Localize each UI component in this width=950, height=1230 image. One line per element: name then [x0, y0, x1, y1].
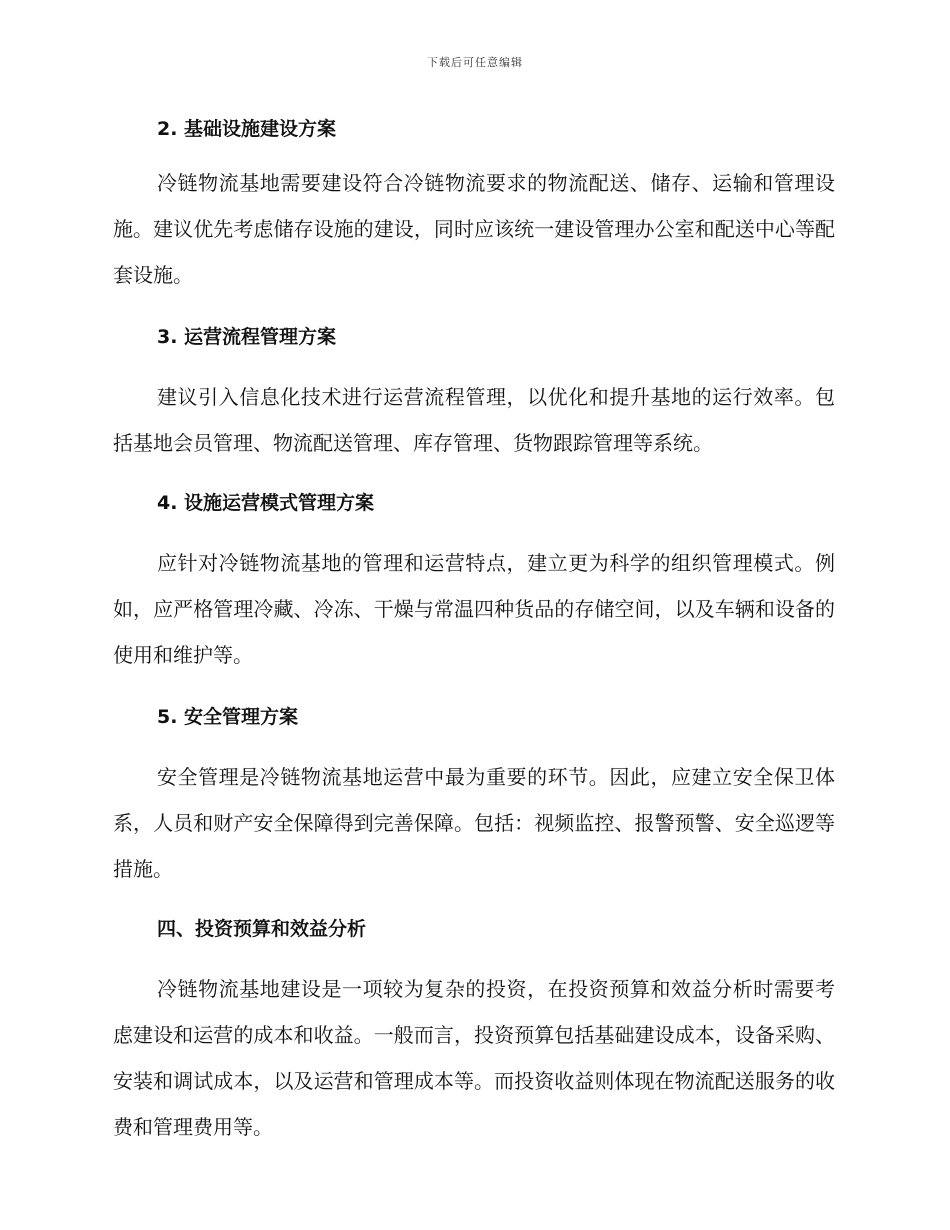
section-heading-safety: 5. 安全管理方案	[157, 706, 299, 728]
page-header: 下载后可任意编辑	[427, 56, 523, 69]
section-paragraph-operations-process: 建议引入信息化技术进行运营流程管理，以优化和提升基地的运行效率。包括基地会员管理、物流配送管理、库存管理、货物跟踪管理等系统。	[113, 385, 835, 455]
section-heading-operations-process: 3. 运营流程管理方案	[157, 326, 337, 348]
section-paragraph-infrastructure: 冷链物流基地需要建设符合冷链物流要求的物流配送、储存、运输和管理设施。建议优先考虑储存设施的建设，同时应该统一建设管理办公室和配送中心等配套设施。	[113, 171, 835, 287]
section-paragraph-safety: 安全管理是冷链物流基地运营中最为重要的环节。因此，应建立安全保卫体系，人员和财产安全保障得到完善保障。包括：视频监控、报警预警、安全巡逻等措施。	[113, 765, 835, 881]
section-heading-operation-mode: 4. 设施运营模式管理方案	[157, 492, 375, 514]
section-heading-infrastructure: 2. 基础设施建设方案	[157, 118, 337, 140]
section-paragraph-investment: 冷链物流基地建设是一项较为复杂的投资，在投资预算和效益分析时需要考虑建设和运营的成本和收益。一般而言，投资预算包括基础建设成本，设备采购、安装和调试成本，以及运营和管理成本等。而投资收益则体现在物流配送服务的收费和管理费用等。	[113, 977, 835, 1139]
section-heading-investment: 四、投资预算和效益分析	[157, 918, 367, 940]
section-paragraph-operation-mode: 应针对冷链物流基地的管理和运营特点，建立更为科学的组织管理模式。例如，应严格管理冷藏、冷冻、干燥与常温四种货品的存储空间，以及车辆和设备的使用和维护等。	[113, 551, 835, 667]
document-body	[113, 112, 835, 1168]
